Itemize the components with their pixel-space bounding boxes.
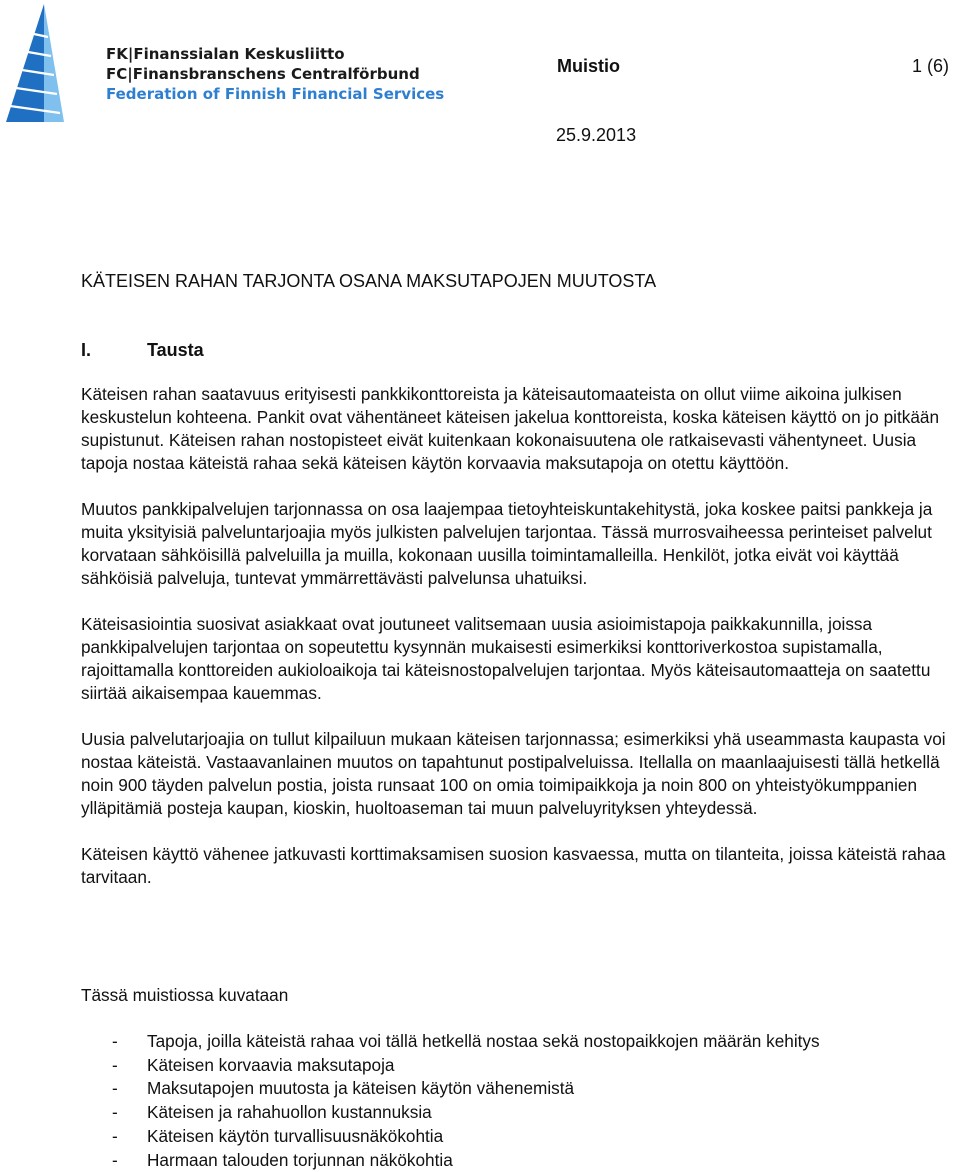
list-item-text: Käteisen ja rahahuollon kustannuksia: [147, 1102, 432, 1123]
list-item: [112, 1125, 820, 1149]
org-name-english: Federation of Finnish Financial Services: [106, 85, 445, 103]
section-title: Tausta: [147, 340, 204, 360]
org-name-finnish: FK|Finanssialan Keskusliitto: [106, 45, 345, 63]
bullet-marker: -: [112, 1031, 118, 1051]
document-date: 25.9.2013: [556, 125, 637, 145]
paragraph: Käteisen rahan saatavuus erityisesti pankkikonttoreista ja käteisautomaateista on ollut viime aikoina julkisen keskustelun kohteena. Pankit ovat vähentäneet käteisen jakelua konttoreista, koska käteisen käyttö on jo pitkään supistunut. Käteisen rahan nostopisteet eivät kuitenkaan kokonaisuutena ole ratkaisevasti vähentyneet. Uusia tapoja nostaa käteistä rahaa sekä käteisen käytön korvaavia maksutapoja on otettu käyttöön.: [81, 384, 940, 473]
organization-name: [106, 44, 444, 104]
paragraph: Käteisen käyttö vähenee jatkuvasti korttimaksamisen suosion kasvaessa, mutta on tilanteita, joissa käteistä rahaa tarvitaan.: [81, 844, 946, 887]
list-item: [112, 1054, 820, 1078]
paragraph: Käteisasiointia suosivat asiakkaat ovat joutuneet valitsemaan uusia asioimistapoja paikkakunnilla, joissa pankkipalvelujen tarjontaa on sopeutettu kysynnän mukaisesti esimerkiksi konttoriverkostoa supistamalla, rajoittamalla konttoreiden aukioloaikoja tai käteisnostopalvelujen tarjontaa. Myös käteisautomaatteja on saatettu siirtää aikaisempaa kauemmas.: [81, 614, 931, 703]
federation-logo-icon: [4, 4, 66, 122]
list-intro: Tässä muistiossa kuvataan: [81, 985, 289, 1005]
paragraph: Uusia palvelutarjoajia on tullut kilpailuun mukaan käteisen tarjonnassa; esimerkiksi yhä useammasta kaupasta voi nostaa käteistä. Vastaavanlainen muutos on tapahtunut postipalveluissa. Itellalla on maanlaajuisesti tällä hetkellä noin 900 täyden palvelun postia, joista runsaat 100 on omia toimipaikkoja ja noin 800 on yhteistyökumppanien ylläpitämiä posteja kaupan, kioskin, huoltoaseman tai muun palveluyrityksen yhteydessä.: [81, 729, 946, 818]
list-item: [112, 1077, 820, 1101]
document-type: Muistio: [557, 56, 620, 76]
bullet-marker: -: [112, 1149, 118, 1170]
list-item: [112, 1030, 820, 1054]
list-item-text: Harmaan talouden torjunnan näkökohtia: [147, 1149, 453, 1170]
list-item: [112, 1149, 820, 1172]
bullet-marker: -: [112, 1078, 118, 1099]
section-heading: [81, 340, 204, 361]
bullet-marker: -: [112, 1102, 118, 1123]
list-item-text: Käteisen korvaavia maksutapoja: [147, 1054, 395, 1075]
document-body: [81, 383, 959, 912]
page-number: 1 (6): [912, 56, 950, 76]
paragraph: Muutos pankkipalvelujen tarjonnassa on osa laajempaa tietoyhteiskuntakehitystä, joka koskee paitsi pankkeja ja muita yksityisiä palveluntarjoajia myös julkisten palvelujen tarjontaa. Tässä murrosvaiheessa perinteiset palvelut korvataan sähköisillä palveluilla ja muilla, kokonaan uusilla toimintamalleilla. Henkilöt, jotka eivät voi käyttää sähköisiä palveluja, tuntevat ymmärrettävästi palvelunsa uhatuiksi.: [81, 499, 933, 588]
document-title: KÄTEISEN RAHAN TARJONTA OSANA MAKSUTAPOJEN MUUTOSTA: [81, 271, 657, 291]
topic-list: [112, 1030, 820, 1172]
list-item: [112, 1101, 820, 1125]
bullet-marker: -: [112, 1054, 118, 1075]
list-item-text: Käteisen käytön turvallisuusnäkökohtia: [147, 1125, 444, 1146]
list-item-text: Tapoja, joilla käteistä rahaa voi tällä hetkellä nostaa sekä nostopaikkojen määrän kehitys: [147, 1031, 820, 1051]
bullet-marker: -: [112, 1125, 118, 1146]
org-name-swedish: FC|Finansbranschens Centralförbund: [106, 65, 420, 83]
list-item-text: Maksutapojen muutosta ja käteisen käytön vähenemistä: [147, 1078, 575, 1099]
section-number: I.: [81, 340, 92, 360]
